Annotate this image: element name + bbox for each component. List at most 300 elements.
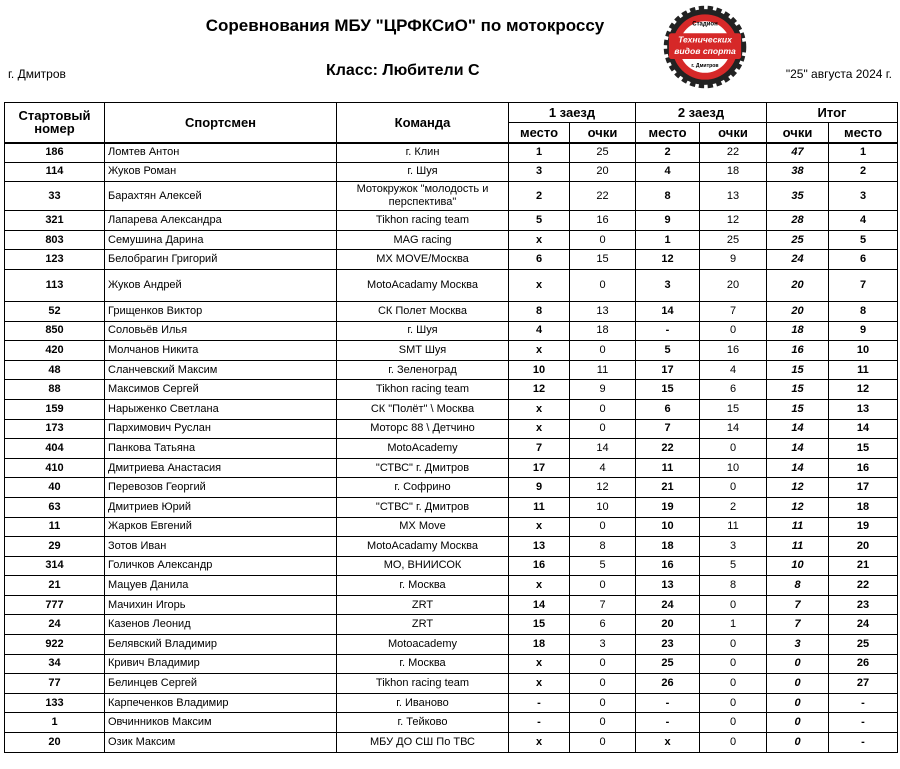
race1-place: 5 xyxy=(509,211,570,231)
race2-points: 0 xyxy=(700,439,767,459)
total-points: 12 xyxy=(767,478,829,498)
table-row xyxy=(5,556,898,576)
race1-place: x xyxy=(509,399,570,419)
header-total-place: место xyxy=(829,123,898,143)
table-row xyxy=(5,537,898,557)
athlete-name: Зотов Иван xyxy=(105,537,337,557)
athlete-name: Пархимович Руслан xyxy=(105,419,337,439)
team-name: г. Софрино xyxy=(337,478,509,498)
final-place: 2 xyxy=(829,162,898,182)
table-row xyxy=(5,250,898,270)
total-points: 25 xyxy=(767,230,829,250)
table-row xyxy=(5,230,898,250)
total-points: 15 xyxy=(767,399,829,419)
team-name: MotoAcadamy Москва xyxy=(337,269,509,301)
race1-place: 2 xyxy=(509,182,570,211)
table-row xyxy=(5,576,898,596)
final-place: 9 xyxy=(829,321,898,341)
team-name: г. Зеленоград xyxy=(337,360,509,380)
final-place: 8 xyxy=(829,301,898,321)
race1-points: 0 xyxy=(570,576,636,596)
race1-place: - xyxy=(509,693,570,713)
race1-points: 0 xyxy=(570,269,636,301)
table-row xyxy=(5,399,898,419)
logo-text-4: г. Дмитров xyxy=(691,62,719,69)
start-number: 314 xyxy=(5,556,105,576)
race2-place: 9 xyxy=(636,211,700,231)
race2-points: 8 xyxy=(700,576,767,596)
team-name: г. Иваново xyxy=(337,693,509,713)
logo-text-2: Технических xyxy=(678,34,732,45)
team-name: ZRT xyxy=(337,595,509,615)
start-number: 11 xyxy=(5,517,105,537)
race2-points: 4 xyxy=(700,360,767,380)
stadium-logo xyxy=(662,4,748,90)
final-place: 14 xyxy=(829,419,898,439)
team-name: Tikhon racing team xyxy=(337,211,509,231)
race2-points: 0 xyxy=(700,478,767,498)
race2-points: 0 xyxy=(700,635,767,655)
race1-points: 5 xyxy=(570,556,636,576)
race2-place: 19 xyxy=(636,497,700,517)
start-number: 159 xyxy=(5,399,105,419)
total-points: 14 xyxy=(767,458,829,478)
table-row xyxy=(5,380,898,400)
race1-place: x xyxy=(509,576,570,596)
results-table xyxy=(4,102,898,753)
team-name: г. Шуя xyxy=(337,321,509,341)
start-number: 922 xyxy=(5,635,105,655)
race1-place: 6 xyxy=(509,250,570,270)
race1-points: 4 xyxy=(570,458,636,478)
start-number: 404 xyxy=(5,439,105,459)
athlete-name: Озик Максим xyxy=(105,733,337,753)
start-number: 40 xyxy=(5,478,105,498)
header-athlete: Спортсмен xyxy=(105,103,337,143)
race2-place: 26 xyxy=(636,674,700,694)
total-points: 11 xyxy=(767,537,829,557)
total-points: 7 xyxy=(767,595,829,615)
final-place: 18 xyxy=(829,497,898,517)
date-label: "25" августа 2024 г. xyxy=(785,67,892,81)
race1-points: 6 xyxy=(570,615,636,635)
table-row xyxy=(5,478,898,498)
total-points: 15 xyxy=(767,380,829,400)
race2-place: 11 xyxy=(636,458,700,478)
final-place: 22 xyxy=(829,576,898,596)
athlete-name: Белявский Владимир xyxy=(105,635,337,655)
race1-place: 7 xyxy=(509,439,570,459)
athlete-name: Грищенков Виктор xyxy=(105,301,337,321)
final-place: 5 xyxy=(829,230,898,250)
total-points: 28 xyxy=(767,211,829,231)
race1-points: 14 xyxy=(570,439,636,459)
table-row xyxy=(5,341,898,361)
total-points: 0 xyxy=(767,733,829,753)
race1-points: 18 xyxy=(570,321,636,341)
race1-place: 8 xyxy=(509,301,570,321)
total-points: 11 xyxy=(767,517,829,537)
start-number: 24 xyxy=(5,615,105,635)
race1-place: x xyxy=(509,269,570,301)
table-row xyxy=(5,360,898,380)
race2-place: 3 xyxy=(636,269,700,301)
race1-place: x xyxy=(509,419,570,439)
athlete-name: Ломтев Антон xyxy=(105,143,337,163)
table-row xyxy=(5,713,898,733)
race2-points: 9 xyxy=(700,250,767,270)
race2-place: - xyxy=(636,693,700,713)
athlete-name: Белинцев Сергей xyxy=(105,674,337,694)
race1-points: 8 xyxy=(570,537,636,557)
table-row xyxy=(5,458,898,478)
final-place: 20 xyxy=(829,537,898,557)
final-place: 10 xyxy=(829,341,898,361)
race2-points: 0 xyxy=(700,713,767,733)
table-row xyxy=(5,162,898,182)
athlete-name: Жуков Андрей xyxy=(105,269,337,301)
team-name: г. Тейково xyxy=(337,713,509,733)
athlete-name: Белобрагин Григорий xyxy=(105,250,337,270)
race2-points: 6 xyxy=(700,380,767,400)
start-number: 1 xyxy=(5,713,105,733)
table-row xyxy=(5,269,898,301)
race2-points: 20 xyxy=(700,269,767,301)
race2-points: 0 xyxy=(700,321,767,341)
race2-place: 10 xyxy=(636,517,700,537)
race1-place: x xyxy=(509,341,570,361)
race1-points: 0 xyxy=(570,674,636,694)
team-name: ZRT xyxy=(337,615,509,635)
start-number: 321 xyxy=(5,211,105,231)
table-row xyxy=(5,143,898,163)
start-number: 420 xyxy=(5,341,105,361)
total-points: 15 xyxy=(767,360,829,380)
race1-points: 11 xyxy=(570,360,636,380)
athlete-name: Дмитриев Юрий xyxy=(105,497,337,517)
race1-place: 12 xyxy=(509,380,570,400)
header-race-2: 2 заезд xyxy=(636,103,767,123)
total-points: 10 xyxy=(767,556,829,576)
race2-points: 1 xyxy=(700,615,767,635)
race1-place: 1 xyxy=(509,143,570,163)
race2-place: 5 xyxy=(636,341,700,361)
team-name: "СТВС" г. Дмитров xyxy=(337,458,509,478)
team-name: MotoAcadamy Москва xyxy=(337,537,509,557)
race1-place: 17 xyxy=(509,458,570,478)
athlete-name: Молчанов Никита xyxy=(105,341,337,361)
team-name: Motoacademy xyxy=(337,635,509,655)
final-place: - xyxy=(829,693,898,713)
final-place: 4 xyxy=(829,211,898,231)
athlete-name: Мацуев Данила xyxy=(105,576,337,596)
race2-points: 11 xyxy=(700,517,767,537)
athlete-name: Панкова Татьяна xyxy=(105,439,337,459)
race1-place: 14 xyxy=(509,595,570,615)
race1-points: 0 xyxy=(570,693,636,713)
total-points: 3 xyxy=(767,635,829,655)
start-number: 850 xyxy=(5,321,105,341)
final-place: 15 xyxy=(829,439,898,459)
race1-place: 4 xyxy=(509,321,570,341)
final-place: 27 xyxy=(829,674,898,694)
final-place: 6 xyxy=(829,250,898,270)
header-race2-points: очки xyxy=(700,123,767,143)
race2-points: 0 xyxy=(700,595,767,615)
table-row xyxy=(5,635,898,655)
final-place: - xyxy=(829,713,898,733)
total-points: 0 xyxy=(767,674,829,694)
total-points: 8 xyxy=(767,576,829,596)
race1-points: 10 xyxy=(570,497,636,517)
athlete-name: Голичков Александр xyxy=(105,556,337,576)
athlete-name: Перевозов Георгий xyxy=(105,478,337,498)
total-points: 20 xyxy=(767,301,829,321)
race1-place: x xyxy=(509,733,570,753)
race2-place: 8 xyxy=(636,182,700,211)
team-name: MAG racing xyxy=(337,230,509,250)
header-start-number: Стартовый номер xyxy=(5,103,105,143)
final-place: 3 xyxy=(829,182,898,211)
team-name: Моторс 88 \ Детчино xyxy=(337,419,509,439)
race1-place: 16 xyxy=(509,556,570,576)
race2-points: 3 xyxy=(700,537,767,557)
document-title: Соревнования МБУ "ЦРФКСиО" по мотокроссу xyxy=(205,16,605,35)
athlete-name: Лапарева Александра xyxy=(105,211,337,231)
race2-place: 16 xyxy=(636,556,700,576)
race1-points: 16 xyxy=(570,211,636,231)
race2-points: 22 xyxy=(700,143,767,163)
table-row xyxy=(5,182,898,211)
race1-place: 13 xyxy=(509,537,570,557)
total-points: 0 xyxy=(767,654,829,674)
table-row xyxy=(5,321,898,341)
table-row xyxy=(5,733,898,753)
race2-points: 0 xyxy=(700,733,767,753)
start-number: 48 xyxy=(5,360,105,380)
race1-points: 0 xyxy=(570,654,636,674)
start-number: 21 xyxy=(5,576,105,596)
team-name: г. Клин xyxy=(337,143,509,163)
race2-points: 18 xyxy=(700,162,767,182)
athlete-name: Жуков Роман xyxy=(105,162,337,182)
race2-place: - xyxy=(636,321,700,341)
logo-text-3: видов спорта xyxy=(674,45,736,56)
athlete-name: Кривич Владимир xyxy=(105,654,337,674)
race2-points: 12 xyxy=(700,211,767,231)
race1-place: x xyxy=(509,230,570,250)
final-place: 24 xyxy=(829,615,898,635)
final-place: 26 xyxy=(829,654,898,674)
race1-place: 3 xyxy=(509,162,570,182)
start-number: 114 xyxy=(5,162,105,182)
final-place: 1 xyxy=(829,143,898,163)
race2-points: 15 xyxy=(700,399,767,419)
race2-points: 25 xyxy=(700,230,767,250)
total-points: 0 xyxy=(767,693,829,713)
team-name: Tikhon racing team xyxy=(337,674,509,694)
race2-place: 13 xyxy=(636,576,700,596)
athlete-name: Дмитриева Анастасия xyxy=(105,458,337,478)
table-row xyxy=(5,497,898,517)
athlete-name: Барахтян Алексей xyxy=(105,182,337,211)
race1-place: x xyxy=(509,674,570,694)
table-row xyxy=(5,693,898,713)
race1-points: 22 xyxy=(570,182,636,211)
team-name: МО, ВНИИСОК xyxy=(337,556,509,576)
race1-place: - xyxy=(509,713,570,733)
start-number: 777 xyxy=(5,595,105,615)
total-points: 18 xyxy=(767,321,829,341)
race2-place: 17 xyxy=(636,360,700,380)
start-number: 33 xyxy=(5,182,105,211)
athlete-name: Жарков Евгений xyxy=(105,517,337,537)
table-row xyxy=(5,654,898,674)
race1-points: 0 xyxy=(570,419,636,439)
header-total: Итог xyxy=(767,103,898,123)
start-number: 803 xyxy=(5,230,105,250)
race1-place: 10 xyxy=(509,360,570,380)
race2-place: x xyxy=(636,733,700,753)
team-name: СК Полет Москва xyxy=(337,301,509,321)
athlete-name: Казенов Леонид xyxy=(105,615,337,635)
start-number: 20 xyxy=(5,733,105,753)
results-body xyxy=(5,143,898,753)
athlete-name: Соловьёв Илья xyxy=(105,321,337,341)
class-title: Класс: Любители С xyxy=(326,62,480,79)
race1-place: 9 xyxy=(509,478,570,498)
race2-points: 5 xyxy=(700,556,767,576)
race2-points: 16 xyxy=(700,341,767,361)
team-name: "СТВС" г. Дмитров xyxy=(337,497,509,517)
final-place: 25 xyxy=(829,635,898,655)
race1-points: 0 xyxy=(570,341,636,361)
race1-place: x xyxy=(509,654,570,674)
athlete-name: Семушина Дарина xyxy=(105,230,337,250)
race2-place: 15 xyxy=(636,380,700,400)
table-row xyxy=(5,595,898,615)
final-place: 19 xyxy=(829,517,898,537)
race2-place: 25 xyxy=(636,654,700,674)
total-points: 0 xyxy=(767,713,829,733)
team-name: MX Move xyxy=(337,517,509,537)
final-place: 17 xyxy=(829,478,898,498)
team-name: SMT Шуя xyxy=(337,341,509,361)
race1-points: 15 xyxy=(570,250,636,270)
team-name: Tikhon racing team xyxy=(337,380,509,400)
race2-place: 21 xyxy=(636,478,700,498)
race1-place: 18 xyxy=(509,635,570,655)
start-number: 410 xyxy=(5,458,105,478)
header-total-points: очки xyxy=(767,123,829,143)
team-name: МБУ ДО СШ По ТВС xyxy=(337,733,509,753)
final-place: 16 xyxy=(829,458,898,478)
header-race2-place: место xyxy=(636,123,700,143)
race1-points: 7 xyxy=(570,595,636,615)
race2-place: 24 xyxy=(636,595,700,615)
race1-place: 15 xyxy=(509,615,570,635)
start-number: 186 xyxy=(5,143,105,163)
race1-place: x xyxy=(509,517,570,537)
race2-points: 7 xyxy=(700,301,767,321)
race2-points: 0 xyxy=(700,654,767,674)
total-points: 20 xyxy=(767,269,829,301)
race1-points: 0 xyxy=(570,713,636,733)
start-number: 34 xyxy=(5,654,105,674)
race2-points: 14 xyxy=(700,419,767,439)
race2-points: 13 xyxy=(700,182,767,211)
final-place: 11 xyxy=(829,360,898,380)
logo-text-1: Стадион xyxy=(692,21,718,28)
start-number: 63 xyxy=(5,497,105,517)
race1-points: 12 xyxy=(570,478,636,498)
table-row xyxy=(5,419,898,439)
race2-place: 12 xyxy=(636,250,700,270)
team-name: MX MOVE/Москва xyxy=(337,250,509,270)
final-place: - xyxy=(829,733,898,753)
start-number: 29 xyxy=(5,537,105,557)
race2-place: - xyxy=(636,713,700,733)
table-row xyxy=(5,301,898,321)
race2-place: 18 xyxy=(636,537,700,557)
final-place: 23 xyxy=(829,595,898,615)
athlete-name: Нарыженко Светлана xyxy=(105,399,337,419)
athlete-name: Овчинников Максим xyxy=(105,713,337,733)
team-name: MotoAcademy xyxy=(337,439,509,459)
header-race1-place: место xyxy=(509,123,570,143)
athlete-name: Сланчевский Максим xyxy=(105,360,337,380)
final-place: 13 xyxy=(829,399,898,419)
total-points: 14 xyxy=(767,439,829,459)
race2-place: 14 xyxy=(636,301,700,321)
race2-place: 7 xyxy=(636,419,700,439)
race1-points: 3 xyxy=(570,635,636,655)
race2-place: 23 xyxy=(636,635,700,655)
final-place: 21 xyxy=(829,556,898,576)
total-points: 16 xyxy=(767,341,829,361)
table-row xyxy=(5,211,898,231)
team-name: г. Москва xyxy=(337,576,509,596)
race1-points: 0 xyxy=(570,733,636,753)
team-name: г. Шуя xyxy=(337,162,509,182)
race2-points: 10 xyxy=(700,458,767,478)
race1-points: 25 xyxy=(570,143,636,163)
race2-place: 4 xyxy=(636,162,700,182)
race2-place: 22 xyxy=(636,439,700,459)
athlete-name: Мачихин Игорь xyxy=(105,595,337,615)
race1-points: 9 xyxy=(570,380,636,400)
header-race1-points: очки xyxy=(570,123,636,143)
race2-place: 6 xyxy=(636,399,700,419)
total-points: 12 xyxy=(767,497,829,517)
race1-points: 0 xyxy=(570,399,636,419)
race1-points: 0 xyxy=(570,517,636,537)
total-points: 7 xyxy=(767,615,829,635)
team-name: г. Москва xyxy=(337,654,509,674)
start-number: 77 xyxy=(5,674,105,694)
race1-points: 20 xyxy=(570,162,636,182)
table-row xyxy=(5,439,898,459)
race1-place: 11 xyxy=(509,497,570,517)
start-number: 88 xyxy=(5,380,105,400)
total-points: 47 xyxy=(767,143,829,163)
start-number: 173 xyxy=(5,419,105,439)
total-points: 24 xyxy=(767,250,829,270)
table-row xyxy=(5,615,898,635)
start-number: 133 xyxy=(5,693,105,713)
table-row xyxy=(5,517,898,537)
athlete-name: Максимов Сергей xyxy=(105,380,337,400)
